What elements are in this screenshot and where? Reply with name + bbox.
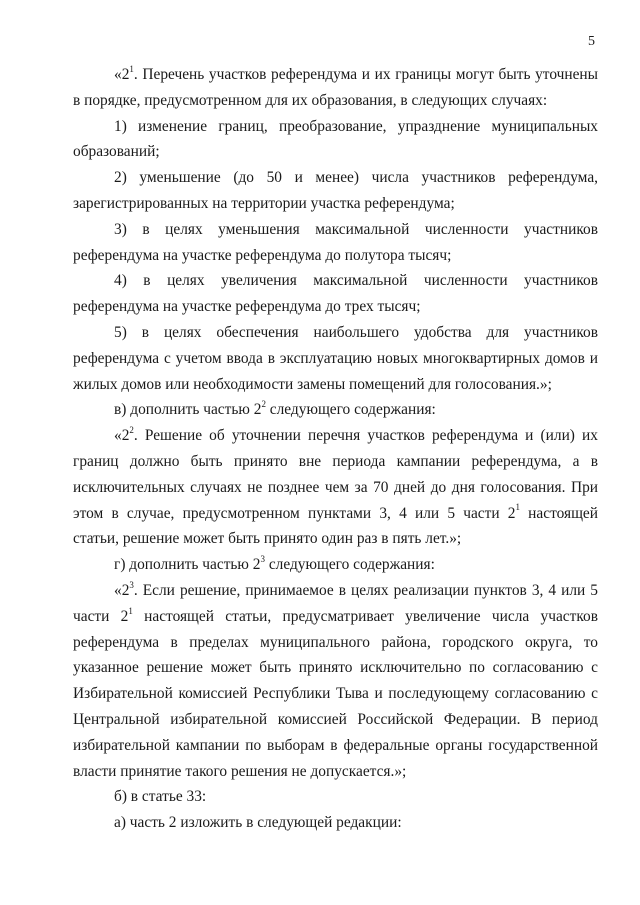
paragraph-5: 4) в целях увеличения максимальной численности участников референдума на участке референдума до трех тысяч; xyxy=(73,272,598,316)
paragraph-10: «$2^3$. Если решение, принимаемое в целях реализации пунктов 3, 4 или 5 части $2^1$ настоящей статьи, предусматривает увеличение числа участков референдума в пределах муниципального района, городского округа, то указанное решение может быть принято исключительно по согласованию с Избирательной комиссией Республики Тыва и последующему согласованию с Центральной избирательной комиссией Российской Федерации. В период избирательной кампании по выборам в федеральные органы государственной власти принятие такого решения не допускается.»; xyxy=(73,579,598,780)
page-number: 5 xyxy=(588,34,595,49)
paragraph-6: 5) в целях обеспечения наибольшего удобства для участников референдума с учетом ввода в эксплуатацию новых многоквартирных домов и жилых домов или необходимости замены помещений для голосования.»; xyxy=(73,323,598,393)
document-body xyxy=(73,62,598,836)
paragraph-1: «$2^1$. Перечень участков референдума и их границы могут быть уточнены в порядке, предусмотренном для их образования, в следующих случаях: xyxy=(73,63,598,109)
paragraph-11: б) в статье 33: xyxy=(114,788,207,806)
paragraph-7: в) дополнить частью $2^2$ следующего содержания: xyxy=(114,399,436,419)
superscript-index: 2 xyxy=(261,399,266,410)
superscript-index: 1 xyxy=(515,502,520,513)
superscript-index: 1 xyxy=(128,605,133,616)
paragraph-4: 3) в целях уменьшения максимальной численности участников референдума на участке референдума до полутора тысяч; xyxy=(73,220,598,264)
paragraph-12: а) часть 2 изложить в следующей редакции: xyxy=(114,814,402,832)
paragraph-2: 1) изменение границ, преобразование, упразднение муниципальных образований; xyxy=(73,117,598,161)
paragraph-8: «$2^2$. Решение об уточнении перечня участков референдума и (или) их границ должно быть принято вне периода кампании референдума, а в исключительных случаях не позднее чем за 70 дней до дня голосования. При этом в случае, предусмотренном пунктами 3, 4 или 5 части $2^1$ настоящей статьи, решение может быть принято один раз в пять лет.»; xyxy=(73,425,599,548)
paragraph-3: 2) уменьшение (до 50 и менее) числа участников референдума, зарегистрированных на территории участка референдума; xyxy=(73,169,598,212)
paragraph-9: г) дополнить частью $2^3$ следующего содержания: xyxy=(114,554,435,574)
superscript-index: 2 xyxy=(129,425,134,436)
superscript-index: 3 xyxy=(129,579,134,590)
superscript-index: 3 xyxy=(260,554,265,565)
superscript-index: 1 xyxy=(129,63,134,74)
